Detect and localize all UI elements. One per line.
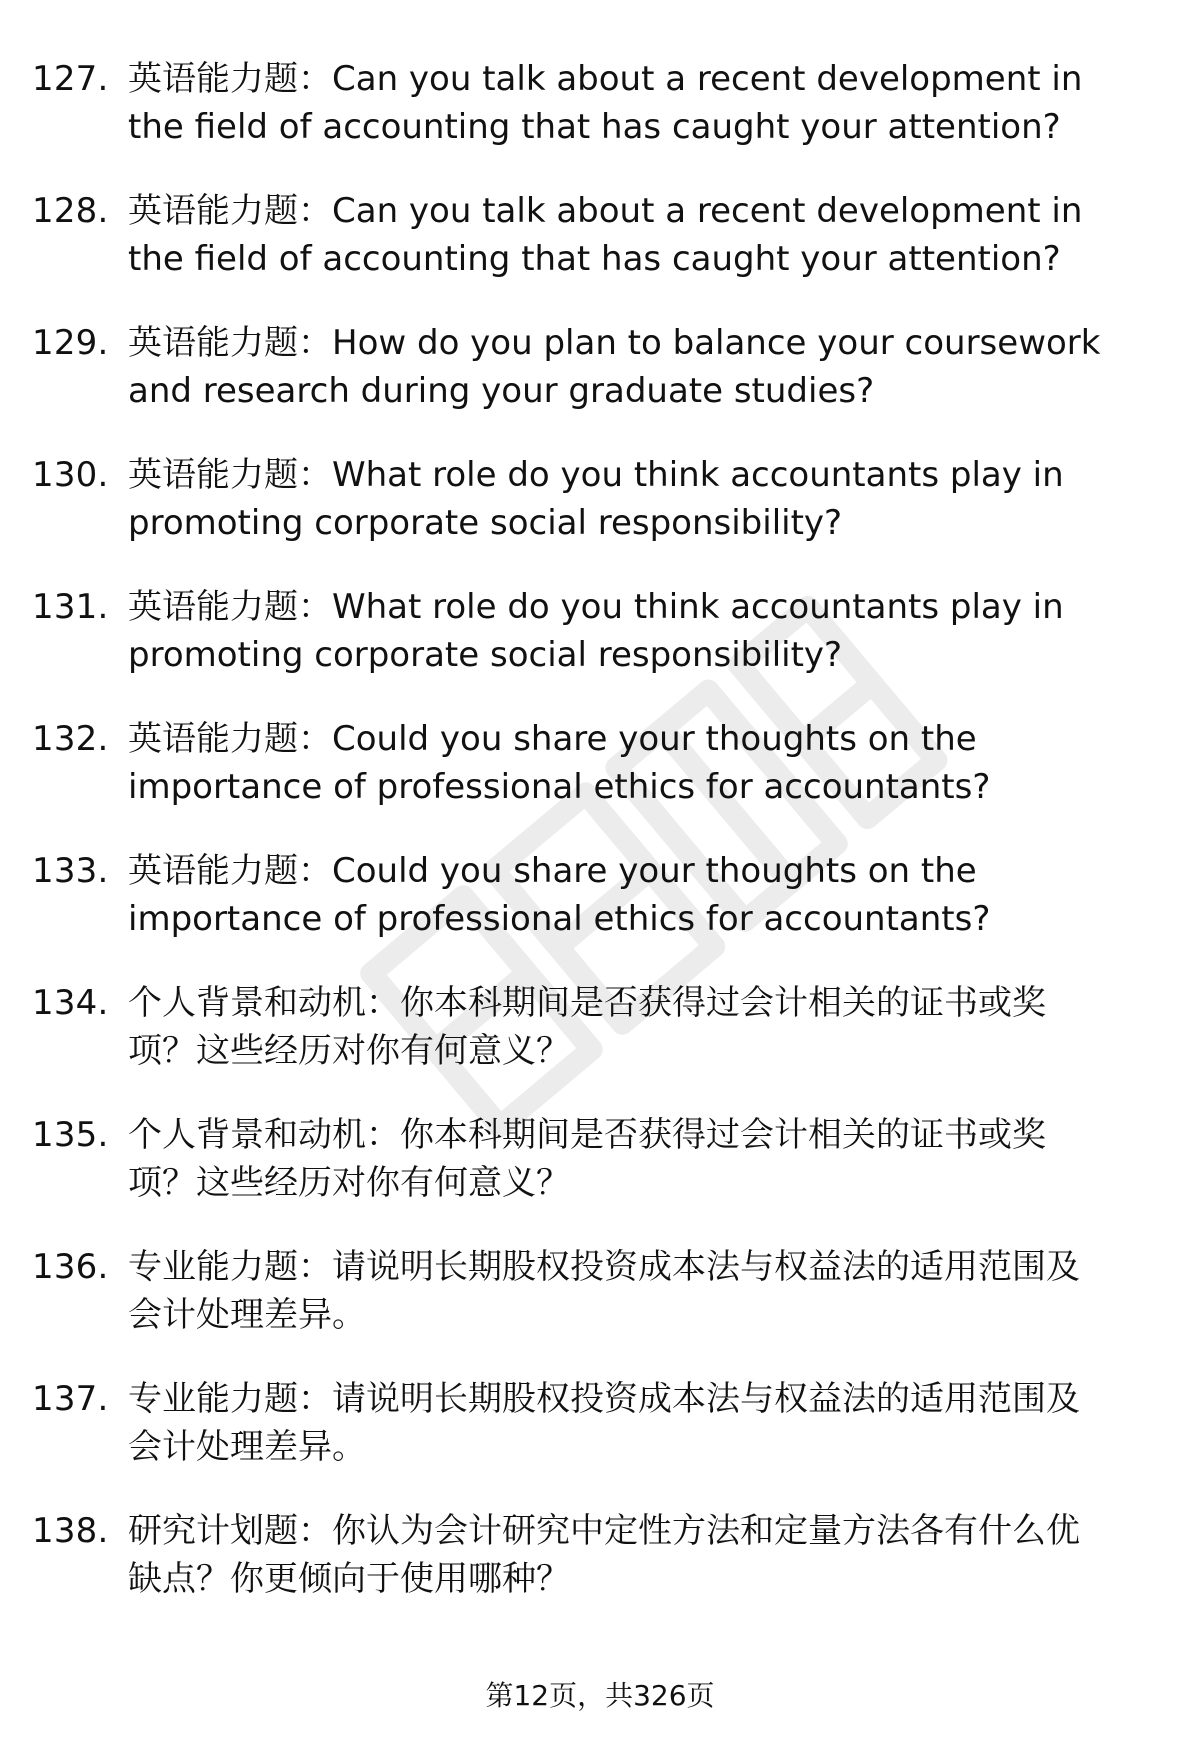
list-item	[0, 979, 1200, 1111]
question-number: 132.	[32, 719, 109, 759]
list-item	[0, 55, 1200, 187]
question-text: 个人背景和动机：你本科期间是否获得过会计相关的证书或奖 项？这些经历对你有何意义？	[128, 983, 1046, 1071]
question-number: 137.	[32, 1379, 109, 1419]
question-number: 129.	[32, 323, 109, 363]
question-text: 英语能力题：What role do you think accountants play in promoting corporate social responsibility?	[128, 455, 1064, 543]
list-item	[0, 187, 1200, 319]
question-text: 英语能力题：Can you talk about a recent development in the field of accounting that has caught your attention?	[128, 59, 1083, 147]
question-number: 128.	[32, 191, 109, 231]
list-item	[0, 1111, 1200, 1243]
question-text: 英语能力题：Can you talk about a recent development in the field of accounting that has caught your attention?	[128, 191, 1083, 279]
question-text: 英语能力题：Could you share your thoughts on the importance of professional ethics for accountants?	[128, 851, 991, 939]
question-text: 专业能力题：请说明长期股权投资成本法与权益法的适用范围及 会计处理差异。	[128, 1379, 1080, 1467]
list-item	[0, 715, 1200, 847]
question-list	[0, 55, 1200, 1639]
question-number: 136.	[32, 1247, 109, 1287]
page-footer: 第12页，共326页	[485, 1679, 715, 1712]
question-number: 134.	[32, 983, 109, 1023]
list-item	[0, 583, 1200, 715]
question-number: 131.	[32, 587, 109, 627]
question-number: 127.	[32, 59, 109, 99]
list-item	[0, 451, 1200, 583]
list-item	[0, 847, 1200, 979]
question-text: 英语能力题：How do you plan to balance your coursework and research during your graduate studies?	[128, 323, 1101, 411]
list-item	[0, 1507, 1200, 1639]
question-text: 研究计划题：你认为会计研究中定性方法和定量方法各有什么优 缺点？你更倾向于使用哪种？	[128, 1511, 1080, 1599]
question-text: 英语能力题：What role do you think accountants play in promoting corporate social responsibility?	[128, 587, 1064, 675]
question-number: 138.	[32, 1511, 109, 1551]
question-number: 135.	[32, 1115, 109, 1155]
list-item	[0, 1375, 1200, 1507]
list-item	[0, 1243, 1200, 1375]
question-text: 个人背景和动机：你本科期间是否获得过会计相关的证书或奖 项？这些经历对你有何意义？	[128, 1115, 1046, 1203]
list-item	[0, 319, 1200, 451]
question-text: 英语能力题：Could you share your thoughts on the importance of professional ethics for accountants?	[128, 719, 991, 807]
question-text: 专业能力题：请说明长期股权投资成本法与权益法的适用范围及 会计处理差异。	[128, 1247, 1080, 1335]
question-number: 133.	[32, 851, 109, 891]
question-number: 130.	[32, 455, 109, 495]
